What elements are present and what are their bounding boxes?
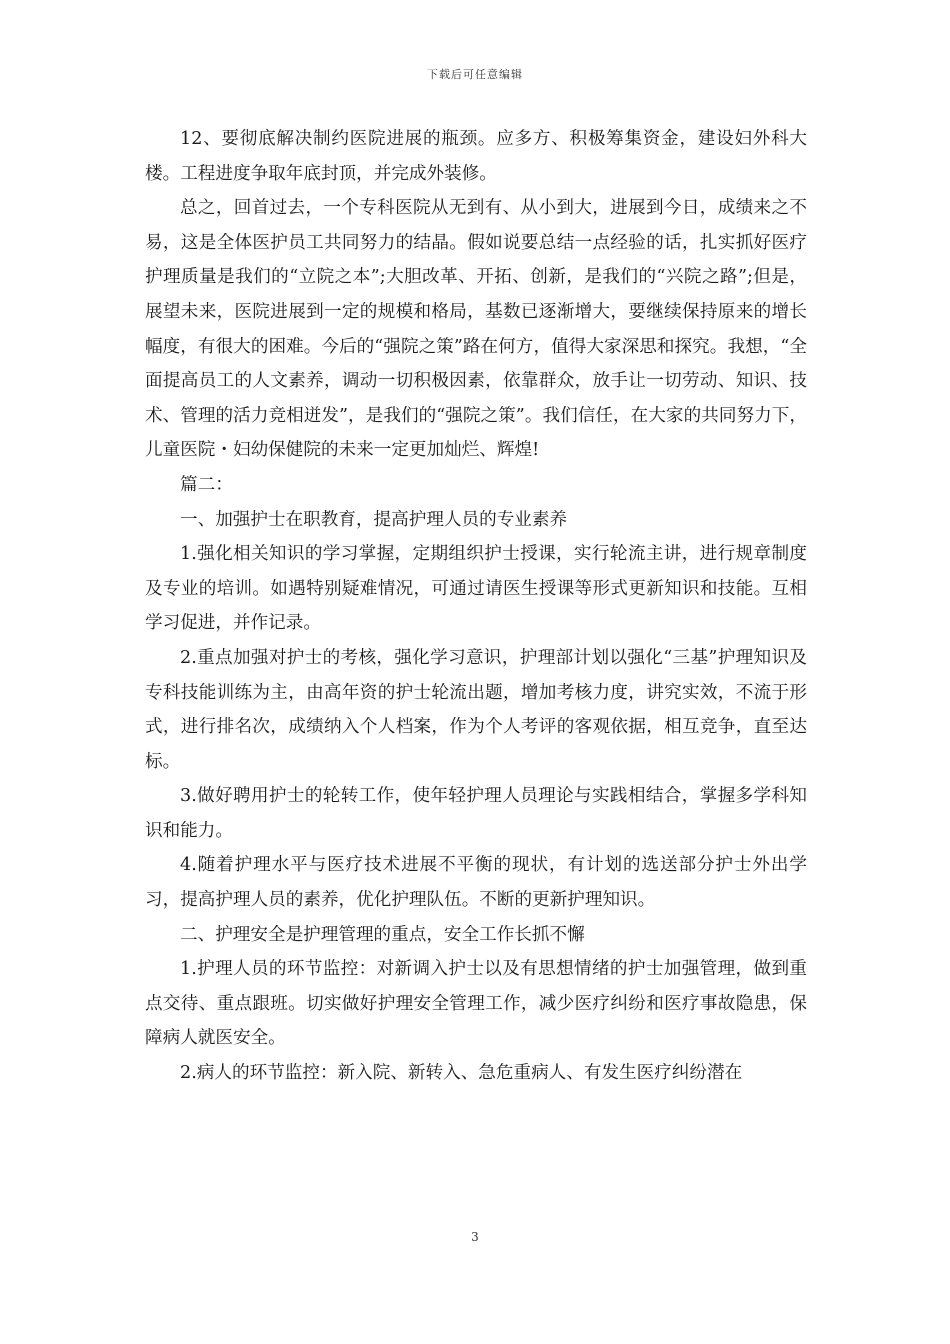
section-heading-safety: 二、护理安全是护理管理的重点，安全工作长抓不懈	[180, 924, 585, 945]
page-number: 3	[471, 1230, 479, 1244]
paragraph-item-12-funding: 12、要彻底解决制约医院进展的瓶颈。应多方、积极筹集资金，建设妇外科大楼。工程进度争取年底封顶，并完成外装修。	[145, 129, 807, 184]
paragraph-education-2: 2.重点加强对护士的考核，强化学习意识，护理部计划以强化“三基”护理知识及专科技能训练为主，由高年资的护士轮流出题，增加考核力度，讲究实效，不流于形式，进行排名次，成绩纳入个人档案，作为个人考评的客观依据，相互竞争，直至达标。	[145, 647, 807, 772]
paragraph-safety-1: 1.护理人员的环节监控：对新调入护士以及有思想情绪的护士加强管理，做到重点交待、重点跟班。切实做好护理安全管理工作，减少医疗纠纷和医疗事故隐患，保障病人就医安全。	[145, 959, 807, 1049]
paragraph-safety-2: 2.病人的环节监控：新入院、新转入、急危重病人、有发生医疗纠纷潜在	[180, 1063, 743, 1084]
paragraph-education-1: 1.强化相关知识的学习掌握，定期组织护士授课，实行轮流主讲，进行规章制度及专业的培训。如遇特别疑难情况，可通过请医生授课等形式更新知识和技能。互相学习促进，并作记录。	[145, 544, 807, 634]
paragraph-education-3: 3.做好聘用护士的轮转工作，使年轻护理人员理论与实践相结合，掌握多学科知识和能力。	[145, 786, 807, 841]
section-heading-education: 一、加强护士在职教育，提高护理人员的专业素养	[180, 509, 568, 530]
paragraph-education-4: 4.随着护理水平与医疗技术进展不平衡的现状，有计划的选送部分护士外出学习，提高护理人员的素养，优化护理队伍。不断的更新护理知识。	[145, 855, 807, 911]
page-header: 下载后可任意编辑	[427, 68, 523, 81]
paragraph-summary: 总之，回首过去，一个专科医院从无到有、从小到大，进展到今日，成绩来之不易，这是全体医护员工共同努力的结晶。假如说要总结一点经验的话，扎实抓好医疗护理质量是我们的“立院之本”;大胆改革、开拓、创新，是我们的“兴院之路”;但是，展望未来，医院进展到一定的规模和格局，基数已逐渐增大，要继续保持原来的增长幅度，有很大的困难。今后的“强院之策”路在何方，值得大家深思和探究。我想，“全面提高员工的人文素养，调动一切积极因素，依靠群众，放手让一切劳动、知识、技术、管理的活力竞相迸发”，是我们的“强院之策”。我们信任，在大家的共同努力下，儿童医院・妇幼保健院的未来一定更加灿烂、辉煌!	[145, 198, 807, 461]
section-heading-part-two: 篇二：	[180, 474, 233, 495]
document-body	[145, 122, 807, 1091]
